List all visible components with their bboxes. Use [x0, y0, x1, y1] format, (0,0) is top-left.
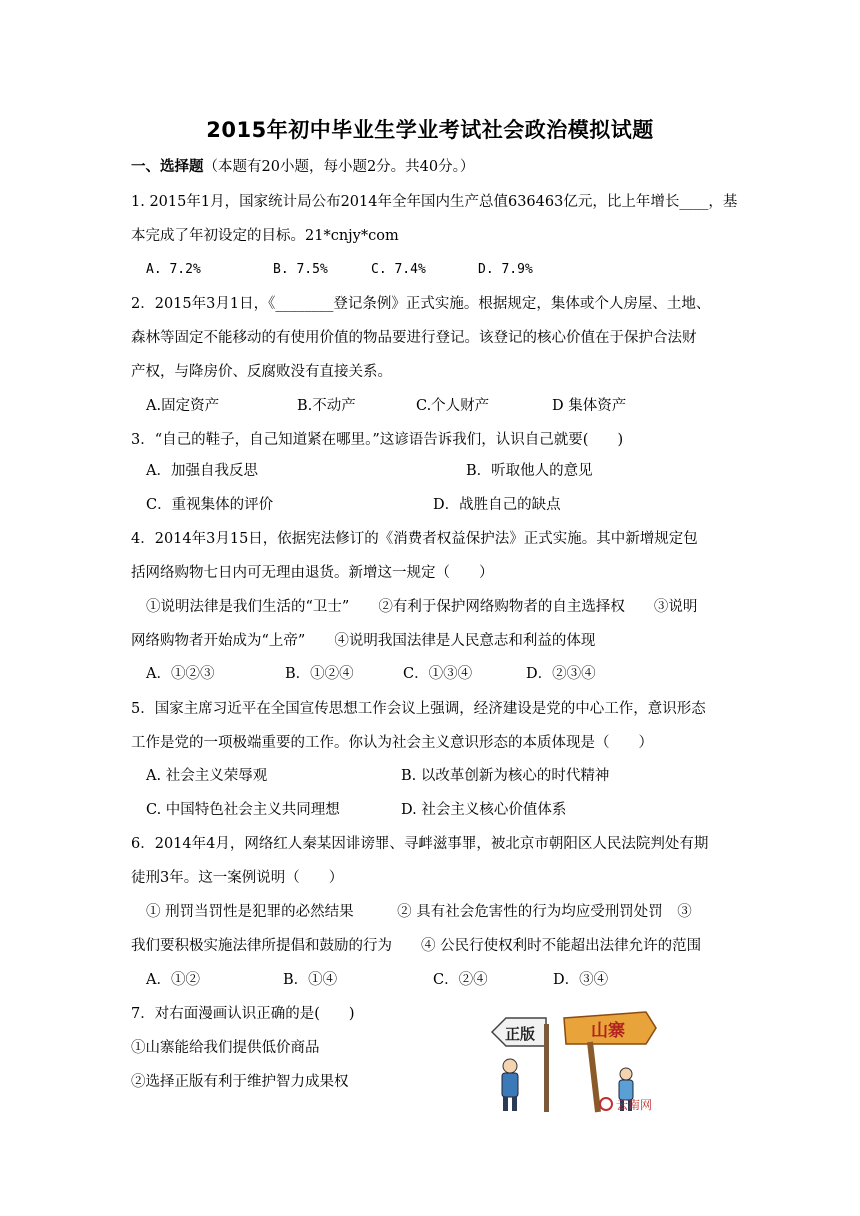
q7-line-2: ①山寨能给我们提供低价商品 [131, 1040, 320, 1056]
q4-line-1: 4．2014年3月15日，依据宪法修订的《消费者权益保护法》正式实施。其中新增规定包 [131, 531, 698, 547]
q5-option-c: C. 中国特色社会主义共同理想 [146, 802, 340, 818]
sign-right-label: 山寨 [591, 1021, 625, 1041]
sign-post [590, 1042, 598, 1112]
q6-option-b: B．①④ [283, 972, 338, 988]
section-heading: 一、选择题 [131, 159, 204, 175]
q2-line-2: 森林等固定不能移动的有使用价值的物品要进行登记。该登记的核心价值在于保护合法财 [131, 330, 697, 346]
q4-option-a: A．①②③ [146, 666, 215, 682]
q7-line-3: ②选择正版有利于维护智力成果权 [131, 1074, 349, 1090]
q4-option-b: B．①②④ [285, 666, 354, 682]
q3-option-b: B．听取他人的意见 [466, 463, 593, 479]
q2-option-c: C.个人财产 [416, 398, 490, 414]
q2-option-d: D 集体资产 [552, 398, 627, 414]
q3-option-c: C．重视集体的评价 [146, 497, 274, 513]
q1-option-d: D. 7.9% [478, 262, 533, 277]
q3-line-1: 3．“自己的鞋子，自己知道紧在哪里。”这谚语告诉我们，认识自己就要( ) [131, 432, 624, 448]
q2-option-a: A.固定资产 [146, 398, 220, 414]
watermark [600, 1097, 652, 1112]
person-left [502, 1059, 518, 1111]
q3-option-a: A．加强自我反思 [146, 463, 258, 479]
q1-option-c: C. 7.4% [371, 262, 426, 277]
sign-left-label: 正版 [504, 1025, 536, 1043]
q1-line-1: 1. 2015年1月，国家统计局公布2014年全年国内生产总值636463亿元，比上年增长____，基 [131, 194, 738, 210]
watermark-label: 云南网 [616, 1098, 653, 1112]
q2-option-b: B.不动产 [297, 398, 356, 414]
q3-option-d: D．战胜自己的缺点 [433, 497, 561, 513]
q6-option-d: D．③④ [553, 972, 609, 988]
q6-option-c: C．②④ [433, 972, 488, 988]
q2-line-3: 产权，与降房价、反腐败没有直接关系。 [131, 364, 392, 380]
q1-option-b: B. 7.5% [273, 262, 328, 277]
section-note: （本题有20小题，每小题2分。共40分。） [203, 159, 475, 175]
q4-line-4: 网络购物者开始成为“上帝” ④说明我国法律是人民意志和利益的体现 [131, 633, 596, 649]
q2-line-1: 2．2015年3月1日，《________登记条例》正式实施。根据规定，集体或个人房屋、土地、 [131, 296, 711, 312]
q4-line-2: 括网络购物七日内可无理由退货。新增这一规定（ ） [131, 565, 494, 581]
page-title: 2015年初中毕业生学业考试社会政治模拟试题 [206, 118, 654, 142]
q5-line-1: 5．国家主席习近平在全国宣传思想工作会议上强调，经济建设是党的中心工作，意识形态 [131, 701, 706, 717]
q4-option-c: C．①③④ [403, 666, 473, 682]
section-header [131, 157, 474, 177]
q1-option-a: A. 7.2% [146, 262, 201, 277]
q6-line-2: 徒刑3年。这一案例说明（ ） [131, 870, 344, 886]
q5-option-b: B. 以改革创新为核心的时代精神 [401, 768, 610, 784]
q4-line-3: ①说明法律是我们生活的“卫士” ②有利于保护网络购物者的自主选择权 ③说明 [146, 599, 698, 615]
q1-line-2: 本完成了年初设定的目标。21*cnjy*com [131, 228, 399, 244]
sign-pole [544, 1024, 549, 1112]
q6-option-a: A．①② [146, 972, 200, 988]
q5-option-d: D. 社会主义核心价值体系 [401, 802, 567, 818]
cartoon-illustration [486, 1004, 672, 1116]
q5-line-2: 工作是党的一项极端重要的工作。你认为社会主义意识形态的本质体现是（ ） [131, 735, 653, 751]
q5-option-a: A. 社会主义荣辱观 [146, 768, 268, 784]
q4-option-d: D．②③④ [526, 666, 596, 682]
sign-left [492, 1018, 546, 1046]
sign-right [564, 1012, 656, 1044]
q6-line-3: ① 刑罚当罚性是犯罪的必然结果 ② 具有社会危害性的行为均应受刑罚处罚 ③ [146, 904, 692, 920]
q6-line-4: 我们要积极实施法律所提倡和鼓励的行为 ④ 公民行使权利时不能超出法律允许的范围 [131, 938, 702, 954]
q6-line-1: 6．2014年4月，网络红人秦某因诽谤罪、寻衅滋事罪，被北京市朝阳区人民法院判处有期 [131, 836, 709, 852]
q7-line-1: 7．对右面漫画认识正确的是( ) [131, 1006, 355, 1022]
